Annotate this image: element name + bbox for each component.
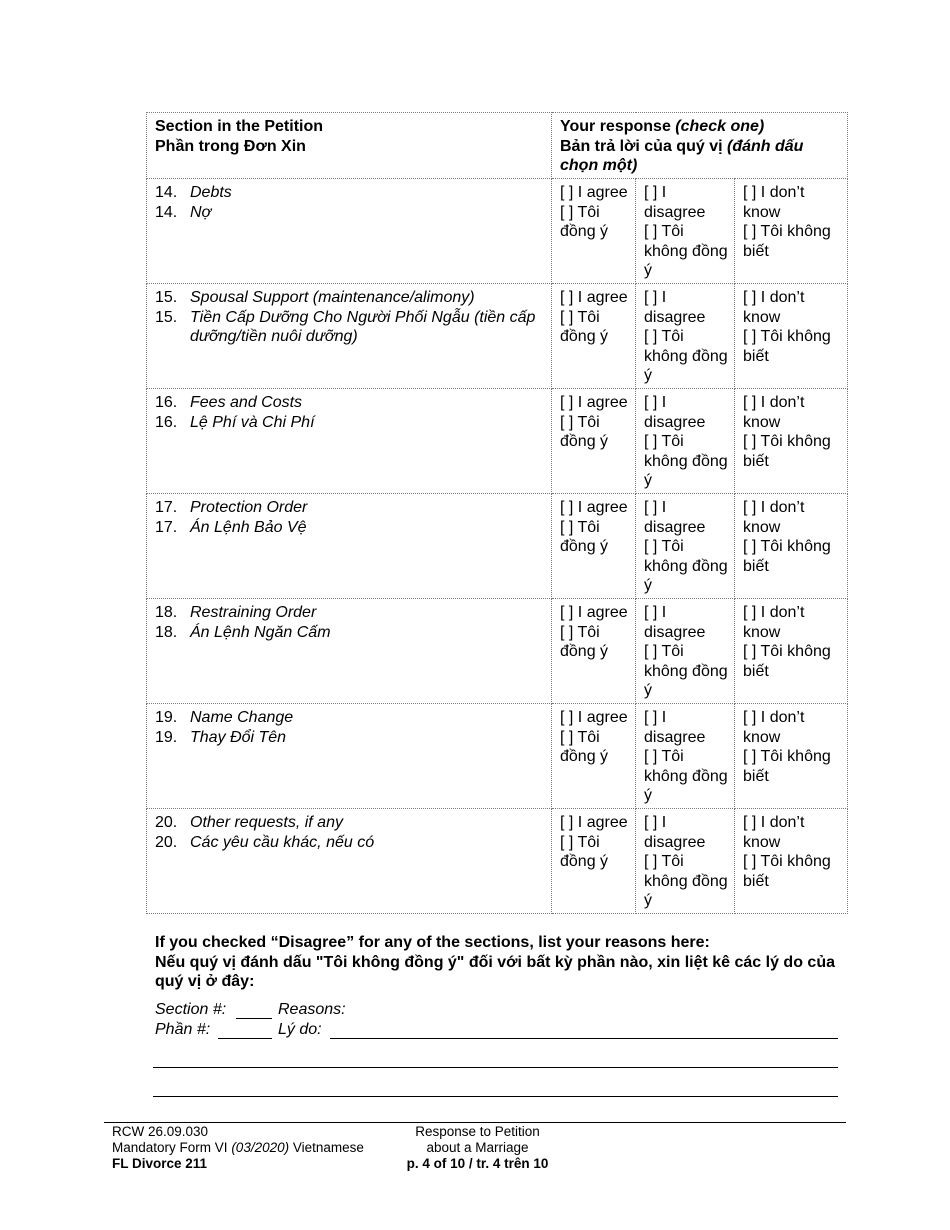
reasons-heading-en: If you checked “Disagree” for any of the sections, list your reasons here: — [155, 934, 710, 951]
disagree-checkbox[interactable]: [ ] — [644, 709, 658, 726]
disagree-label-vi: Tôi không đồng ý — [644, 538, 728, 594]
section-number-vi: 20. — [155, 833, 178, 851]
agree-checkbox-vi[interactable]: [ ] — [560, 308, 574, 326]
agree-label-vi: Tôi đồng ý — [560, 413, 609, 450]
dont-know-label-en: I don’t know — [743, 604, 805, 641]
disagree-cell — [636, 284, 735, 389]
dont-know-label-vi: Tôi không biết — [743, 223, 831, 260]
agree-label-en: I agree — [577, 184, 628, 201]
section-number-vi: 16. — [155, 413, 178, 431]
dont-know-checkbox[interactable]: [ ] — [743, 499, 757, 516]
dont-know-label-en: I don’t know — [743, 709, 805, 746]
disagree-label-vi: Tôi không đồng ý — [644, 643, 728, 699]
section-number-vi: 18. — [155, 623, 178, 641]
dont-know-label-vi: Tôi không biết — [743, 643, 831, 680]
reasons-section — [155, 933, 845, 992]
agree-cell — [552, 179, 636, 284]
disagree-checkbox[interactable]: [ ] — [644, 394, 658, 411]
section-title-vi: Án Lệnh Ngăn Cấm — [190, 623, 331, 641]
disagree-checkbox-vi[interactable]: [ ] — [644, 853, 658, 870]
dont-know-label-vi: Tôi không biết — [743, 748, 831, 785]
disagree-cell — [636, 389, 735, 494]
agree-label-en: I agree — [577, 499, 628, 516]
dont-know-label-en: I don’t know — [743, 184, 805, 221]
agree-label-vi: Tôi đồng ý — [560, 308, 609, 345]
section-number: 14. — [155, 184, 178, 201]
agree-label-vi: Tôi đồng ý — [560, 203, 609, 240]
dont-know-checkbox-vi[interactable]: [ ] — [743, 433, 757, 450]
section-number-vi: 14. — [155, 203, 178, 221]
dont-know-checkbox-vi[interactable]: [ ] — [743, 328, 757, 345]
dont-know-label-vi: Tôi không biết — [743, 328, 831, 365]
dont-know-label-vi: Tôi không biết — [743, 433, 831, 470]
disagree-cell — [636, 809, 735, 914]
dont-know-checkbox[interactable]: [ ] — [743, 814, 757, 831]
disagree-checkbox-vi[interactable]: [ ] — [644, 643, 658, 660]
table-row — [147, 599, 848, 704]
disagree-cell — [636, 494, 735, 599]
section-number: 15. — [155, 289, 178, 306]
agree-label-vi: Tôi đồng ý — [560, 833, 609, 870]
agree-checkbox-vi[interactable]: [ ] — [560, 623, 574, 641]
disagree-checkbox[interactable]: [ ] — [644, 289, 658, 306]
section-cell — [147, 599, 552, 704]
agree-checkbox-vi[interactable]: [ ] — [560, 728, 574, 746]
disagree-label-en: I disagree — [644, 394, 706, 431]
agree-checkbox-vi[interactable]: [ ] — [560, 518, 574, 536]
section-number: 17. — [155, 499, 178, 516]
dont-know-label-en: I don’t know — [743, 394, 805, 431]
disagree-checkbox[interactable]: [ ] — [644, 184, 658, 201]
footer-rcw: RCW 26.09.030 — [112, 1124, 209, 1139]
section-cell — [147, 809, 552, 914]
section-number: 20. — [155, 814, 178, 831]
disagree-label-vi: Tôi không đồng ý — [644, 433, 728, 489]
disagree-label-vi: Tôi không đồng ý — [644, 328, 728, 384]
disagree-label-en: I disagree — [644, 499, 706, 536]
footer-title-2: about a Marriage — [426, 1140, 529, 1155]
agree-label-en: I agree — [577, 394, 628, 411]
disagree-cell — [636, 179, 735, 284]
section-cell — [147, 389, 552, 494]
table-header-row — [147, 113, 848, 179]
section-number-vi: 17. — [155, 518, 178, 536]
agree-label-vi: Tôi đồng ý — [560, 623, 609, 660]
disagree-checkbox-vi[interactable]: [ ] — [644, 223, 658, 240]
section-label-en: Section #: — [155, 1001, 227, 1018]
dont-know-cell — [735, 179, 848, 284]
section-number-field-vi[interactable] — [218, 1038, 272, 1039]
section-title-vi: Lệ Phí và Chi Phí — [190, 413, 315, 431]
disagree-cell — [636, 704, 735, 809]
section-cell — [147, 179, 552, 284]
dont-know-checkbox-vi[interactable]: [ ] — [743, 643, 757, 660]
dont-know-checkbox-vi[interactable]: [ ] — [743, 748, 757, 765]
section-number-vi: 19. — [155, 728, 178, 746]
agree-cell — [552, 599, 636, 704]
agree-label-en: I agree — [577, 709, 628, 726]
reasons-label-vi: Lý do: — [278, 1021, 322, 1038]
reasons-heading-vi: Nếu quý vị đánh dấu "Tôi không đồng ý" đối với bất kỳ phần nào, xin liệt kê các lý do của quý vị ở đây: — [155, 953, 835, 990]
section-title-en: Restraining Order — [190, 604, 317, 621]
dont-know-checkbox[interactable]: [ ] — [743, 604, 757, 621]
response-table — [146, 112, 848, 914]
header-response: Your response (check one) Bản trả lời của quý vị (đánh dấu chọn một) — [552, 113, 848, 179]
dont-know-cell — [735, 809, 848, 914]
agree-label-en: I agree — [577, 814, 628, 831]
section-number: 19. — [155, 709, 178, 726]
dont-know-checkbox-vi[interactable]: [ ] — [743, 223, 757, 240]
table-row — [147, 179, 848, 284]
section-label-vi: Phần #: — [155, 1021, 211, 1038]
agree-checkbox[interactable]: [ ] — [560, 184, 574, 201]
dont-know-label-en: I don’t know — [743, 499, 805, 536]
agree-cell — [552, 809, 636, 914]
dont-know-cell — [735, 494, 848, 599]
footer-form-code: FL Divorce 211 — [112, 1156, 208, 1171]
dont-know-checkbox[interactable]: [ ] — [743, 184, 757, 201]
table-row — [147, 704, 848, 809]
table-row — [147, 494, 848, 599]
section-title-en: Other requests, if any — [190, 814, 343, 831]
section-title-vi: Án Lệnh Bảo Vệ — [190, 518, 307, 536]
section-cell — [147, 704, 552, 809]
section-title-vi: Tiền Cấp Dưỡng Cho Người Phối Ngẫu (tiền cấp dưỡng/tiền nuôi dưỡng) — [190, 308, 536, 345]
dont-know-checkbox[interactable]: [ ] — [743, 394, 757, 411]
section-title-vi: Thay Đổi Tên — [190, 728, 287, 746]
footer-title-1: Response to Petition — [415, 1124, 540, 1139]
dont-know-cell — [735, 704, 848, 809]
agree-label-en: I agree — [577, 289, 628, 306]
disagree-checkbox[interactable]: [ ] — [644, 814, 658, 831]
disagree-checkbox-vi[interactable]: [ ] — [644, 748, 658, 765]
footer-left — [112, 1124, 364, 1172]
agree-checkbox-vi[interactable]: [ ] — [560, 833, 574, 851]
disagree-checkbox[interactable]: [ ] — [644, 499, 658, 516]
section-title-en: Name Change — [190, 709, 294, 726]
table-row — [147, 809, 848, 914]
section-title-en: Spousal Support (maintenance/alimony) — [190, 289, 475, 306]
section-number: 16. — [155, 394, 178, 411]
dont-know-checkbox[interactable]: [ ] — [743, 289, 757, 306]
agree-label-en: I agree — [577, 604, 628, 621]
agree-checkbox[interactable]: [ ] — [560, 709, 574, 726]
footer-form: Mandatory Form VI (03/2020) Vietnamese — [112, 1140, 364, 1155]
agree-cell — [552, 494, 636, 599]
agree-checkbox[interactable]: [ ] — [560, 394, 574, 411]
dont-know-label-en: I don’t know — [743, 814, 805, 851]
reasons-field-line-3[interactable] — [153, 1096, 838, 1097]
dont-know-cell — [735, 284, 848, 389]
section-cell — [147, 284, 552, 389]
agree-cell — [552, 704, 636, 809]
footer-page: p. 4 of 10 / tr. 4 trên 10 — [406, 1156, 549, 1171]
disagree-label-vi: Tôi không đồng ý — [644, 223, 728, 279]
reasons-field-line-1[interactable] — [330, 1038, 838, 1039]
disagree-checkbox[interactable]: [ ] — [644, 604, 658, 621]
header-section: Section in the Petition Phần trong Đơn Xin — [147, 113, 552, 179]
dont-know-checkbox-vi[interactable]: [ ] — [743, 853, 757, 870]
reasons-field-line-2[interactable] — [153, 1067, 838, 1068]
disagree-checkbox-vi[interactable]: [ ] — [644, 328, 658, 345]
disagree-label-vi: Tôi không đồng ý — [644, 853, 728, 909]
section-number: 18. — [155, 604, 178, 621]
disagree-label-en: I disagree — [644, 289, 706, 326]
agree-checkbox-vi[interactable]: [ ] — [560, 203, 574, 221]
disagree-label-en: I disagree — [644, 814, 706, 851]
section-title-en: Fees and Costs — [190, 394, 303, 411]
agree-checkbox[interactable]: [ ] — [560, 289, 574, 306]
agree-checkbox[interactable]: [ ] — [560, 499, 574, 516]
dont-know-cell — [735, 389, 848, 494]
agree-label-vi: Tôi đồng ý — [560, 518, 609, 555]
table-row — [147, 284, 848, 389]
dont-know-checkbox-vi[interactable]: [ ] — [743, 538, 757, 555]
agree-cell — [552, 389, 636, 494]
disagree-label-en: I disagree — [644, 184, 706, 221]
section-title-vi: Các yêu cầu khác, nếu có — [190, 833, 375, 851]
dont-know-label-vi: Tôi không biết — [743, 853, 831, 890]
disagree-checkbox-vi[interactable]: [ ] — [644, 538, 658, 555]
dont-know-label-vi: Tôi không biết — [743, 538, 831, 575]
section-cell — [147, 494, 552, 599]
disagree-label-en: I disagree — [644, 604, 706, 641]
dont-know-checkbox[interactable]: [ ] — [743, 709, 757, 726]
footer-divider — [104, 1122, 846, 1123]
footer-center — [390, 1124, 565, 1172]
section-title-vi: Nợ — [190, 203, 212, 221]
section-title-en: Debts — [190, 184, 232, 201]
agree-label-vi: Tôi đồng ý — [560, 728, 609, 765]
section-title-en: Protection Order — [190, 499, 308, 516]
disagree-label-vi: Tôi không đồng ý — [644, 748, 728, 804]
section-number-vi: 15. — [155, 308, 178, 326]
disagree-cell — [636, 599, 735, 704]
table-row — [147, 389, 848, 494]
section-number-field[interactable] — [236, 1018, 272, 1019]
dont-know-cell — [735, 599, 848, 704]
reasons-label-en: Reasons: — [278, 1001, 346, 1018]
agree-checkbox[interactable]: [ ] — [560, 604, 574, 621]
agree-checkbox-vi[interactable]: [ ] — [560, 413, 574, 431]
dont-know-label-en: I don’t know — [743, 289, 805, 326]
agree-cell — [552, 284, 636, 389]
disagree-checkbox-vi[interactable]: [ ] — [644, 433, 658, 450]
disagree-label-en: I disagree — [644, 709, 706, 746]
agree-checkbox[interactable]: [ ] — [560, 814, 574, 831]
